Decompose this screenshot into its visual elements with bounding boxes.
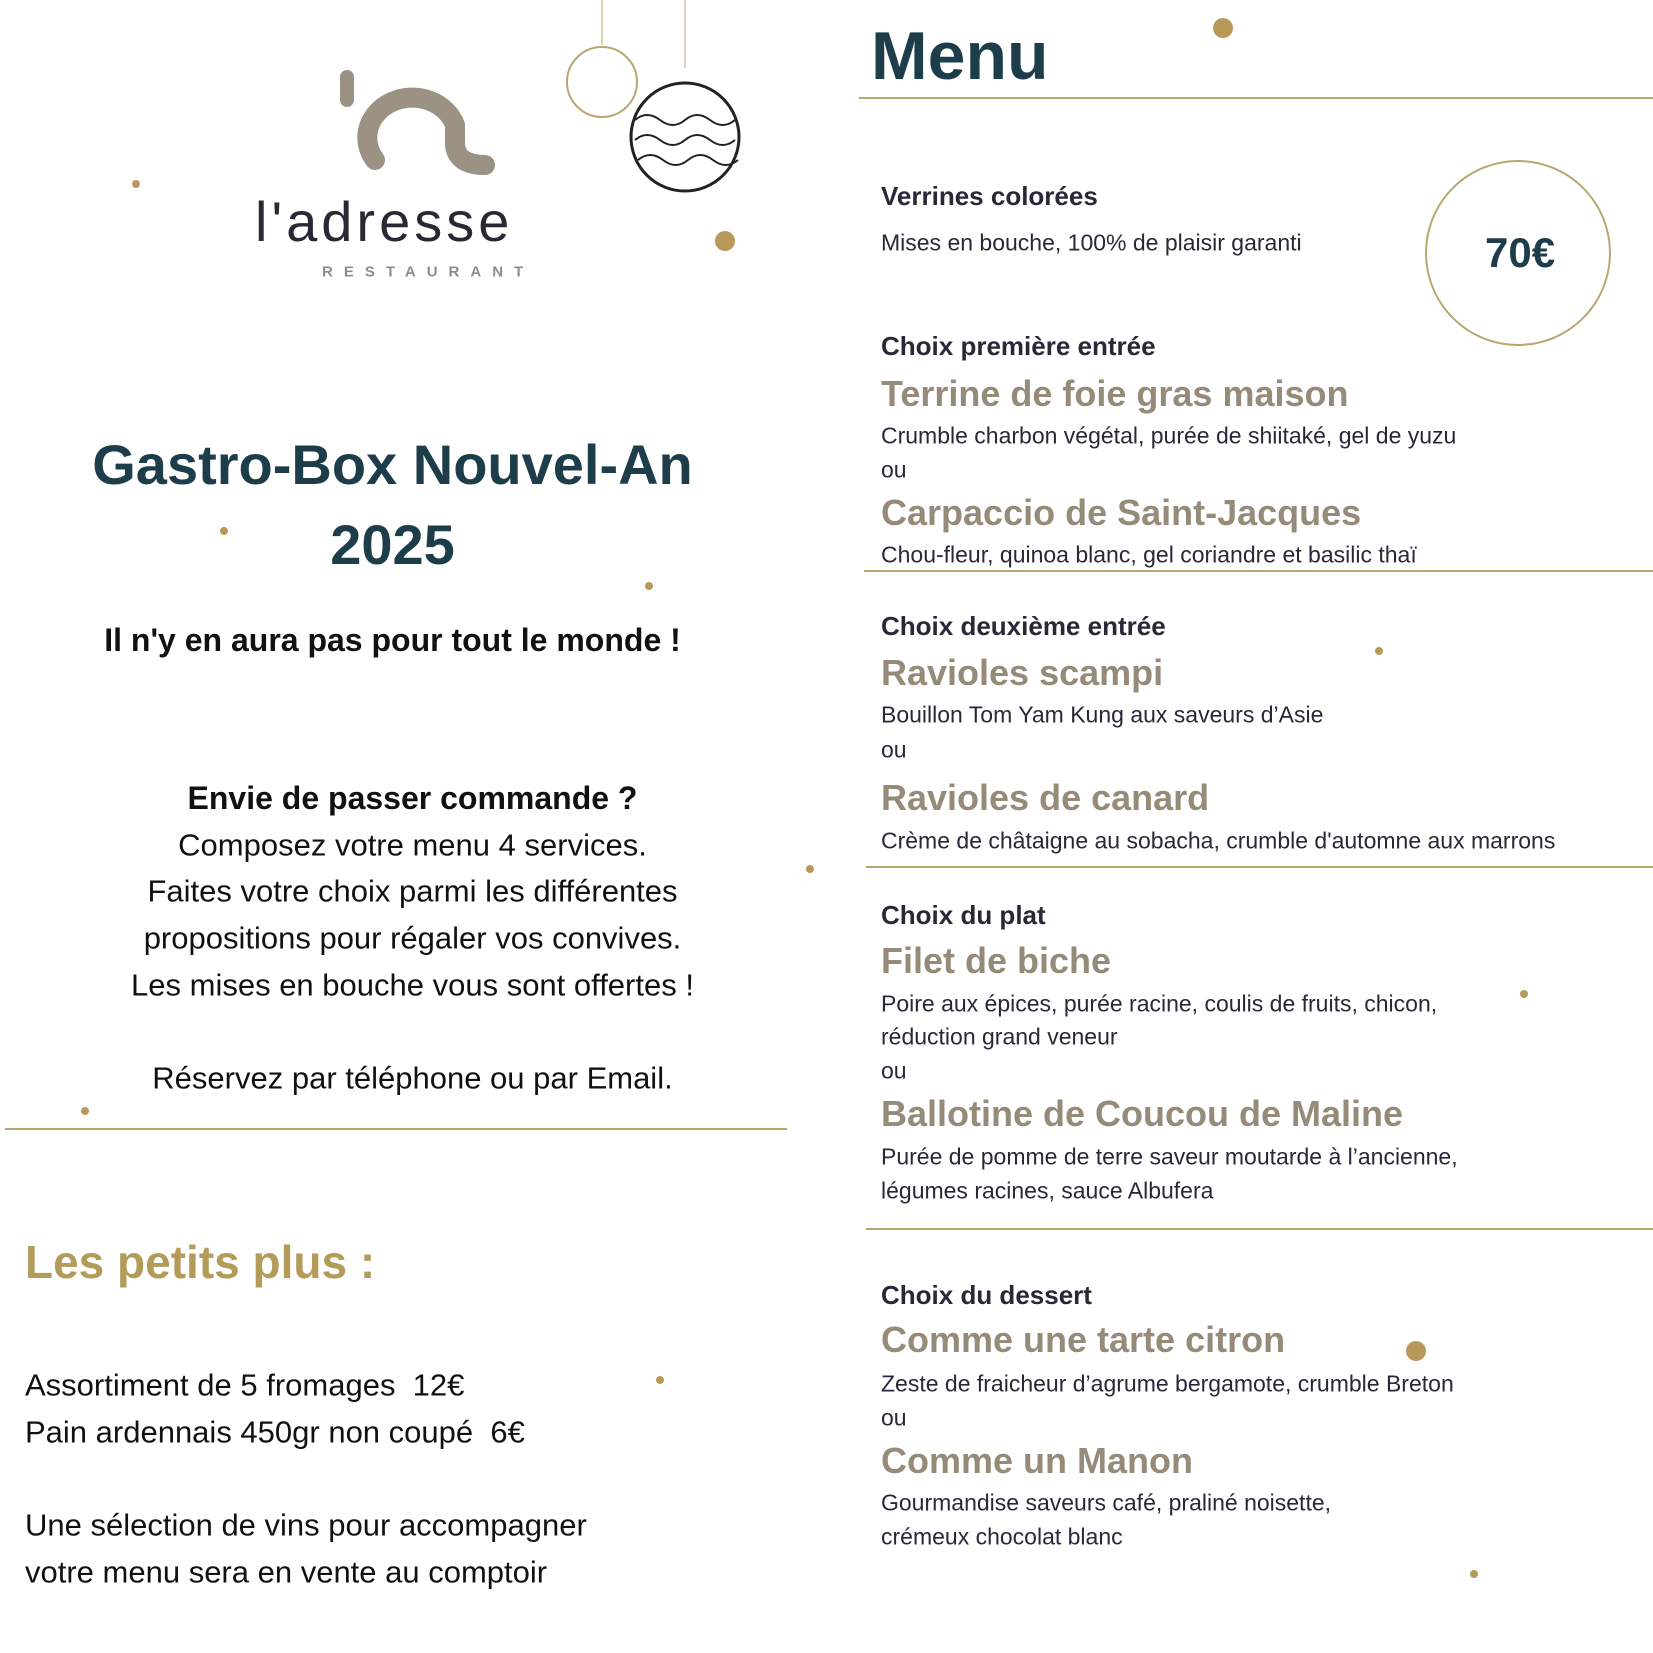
dish-name: Ravioles scampi — [881, 652, 1164, 693]
firework-ray — [158, 221, 167, 290]
firework-ray — [406, 1243, 475, 1252]
tagline: Il n'y en aura pas pour tout le monde ! — [104, 622, 681, 658]
divider — [5, 1128, 787, 1130]
firework-ray — [1433, 110, 1502, 150]
ornament-icon — [560, 0, 750, 200]
price: 70€ — [1485, 229, 1556, 276]
decor-dot — [1470, 1570, 1478, 1578]
dish-name: Carpaccio de Saint-Jacques — [881, 492, 1362, 533]
decor-dot — [1520, 990, 1528, 998]
dish-name: Comme une tarte citron — [881, 1319, 1286, 1360]
firework-ray — [1530, 22, 1565, 83]
firework-ray — [483, 1275, 492, 1344]
firework-ray — [98, 324, 140, 366]
dish-description: Zeste de fraicheur d’agrume bergamote, crumble Breton — [881, 1370, 1454, 1397]
dish-description: Purée de pomme de terre saveur moutarde à l’ancienne, — [881, 1143, 1458, 1170]
divider — [866, 866, 1653, 868]
divider — [864, 570, 1653, 572]
firework-ray — [1537, 110, 1598, 145]
firework-ray — [143, 330, 152, 399]
dish-description: Mises en bouche, 100% de plaisir garanti — [881, 229, 1302, 256]
dish-description: réduction grand veneur — [881, 1023, 1118, 1050]
order-line: Faites votre choix parmi les différentes — [147, 873, 678, 909]
extras-item: Pain ardennais 450gr non coupé 6€ — [25, 1414, 525, 1450]
or-label: ou — [881, 456, 907, 483]
divider — [866, 1228, 1653, 1230]
firework-ray — [68, 315, 136, 333]
firework-ray — [165, 232, 200, 293]
firework-ray — [408, 1260, 476, 1278]
firework-ray — [1463, 43, 1505, 85]
decor-dot — [645, 582, 653, 590]
firework-ray — [77, 265, 138, 300]
firework-ray — [169, 253, 211, 295]
section-heading: Choix du plat — [881, 900, 1046, 930]
logo-brand: l'adresse — [255, 190, 514, 253]
firework-ray — [160, 329, 178, 397]
order-line: Les mises en bouche vous sont offertes ! — [131, 967, 694, 1003]
firework-ray — [1539, 77, 1607, 95]
order-heading: Envie de passer commande ? — [187, 780, 638, 816]
firework-ray — [512, 1265, 573, 1300]
dish-name: Ballotine de Coucou de Maline — [881, 1093, 1404, 1134]
dish-description: Gourmandise saveurs café, praliné noisette, — [881, 1489, 1332, 1516]
firework-ray — [174, 287, 242, 305]
firework-ray — [172, 260, 241, 300]
dish-description: Crème de châtaigne au sobacha, crumble d'automne aux marrons — [881, 827, 1556, 854]
extras-heading: Les petits plus : — [25, 1236, 376, 1288]
firework-ray — [110, 327, 145, 388]
firework-ray — [514, 1232, 582, 1250]
decor-dot — [656, 1376, 664, 1384]
wine-line: votre menu sera en vente au comptoir — [25, 1554, 548, 1590]
section-heading: Choix première entrée — [881, 331, 1156, 361]
firework-ray — [408, 1265, 477, 1305]
dish-description: légumes racines, sauce Albufera — [881, 1177, 1214, 1204]
firework-ray — [472, 1168, 490, 1236]
firework-ray — [438, 1269, 480, 1311]
reserve-text: Réservez par téléphone ou par Email. — [152, 1060, 673, 1096]
firework-ray — [1537, 50, 1606, 90]
or-label: ou — [881, 736, 907, 763]
firework-ray — [512, 1205, 581, 1245]
decor-dot — [81, 1107, 89, 1115]
dish-name: Comme un Manon — [881, 1440, 1193, 1481]
decor-dot — [1375, 647, 1383, 655]
or-label: ou — [881, 1057, 907, 1084]
firework-ray — [505, 1177, 540, 1238]
decor-dot — [806, 865, 814, 873]
dish-description: Crumble charbon végétal, purée de shiitaké, gel de yuzu — [881, 422, 1457, 449]
firework-ray — [509, 1198, 551, 1240]
page-title-line2: 2025 — [330, 513, 455, 576]
menu-title: Menu — [871, 18, 1049, 94]
firework-ray — [165, 327, 205, 396]
firework-ray — [1433, 105, 1501, 123]
decor-dot — [1213, 18, 1233, 38]
firework-ray — [1442, 55, 1503, 90]
firework-ray — [66, 298, 135, 307]
decor-dot — [715, 231, 735, 251]
firework-ray — [105, 223, 145, 292]
decor-dot — [132, 180, 140, 188]
dish-name: Ravioles de canard — [881, 777, 1210, 818]
firework-ray — [498, 1166, 507, 1235]
dish-name: Terrine de foie gras maison — [881, 373, 1349, 414]
firework-ray — [68, 320, 137, 360]
dish-description: Poire aux épices, purée racine, coulis de fruits, chicon, — [881, 990, 1438, 1017]
firework-ray — [1463, 114, 1505, 156]
order-line: Composez votre menu 4 services. — [178, 827, 647, 863]
section-heading: Choix deuxième entrée — [881, 611, 1166, 641]
firework-ray — [169, 324, 211, 366]
firework-ray — [1534, 43, 1576, 85]
firework-ray — [509, 1269, 551, 1311]
firework-ray — [172, 320, 233, 355]
dish-description: Bouillon Tom Yam Kung aux saveurs d’Asie — [881, 701, 1324, 728]
order-line: propositions pour régaler vos convives. — [143, 920, 682, 956]
section-heading: Verrines colorées — [881, 181, 1098, 211]
extras-item: Assortiment de 5 fromages 12€ — [25, 1367, 465, 1403]
section-heading: Choix du dessert — [881, 1280, 1092, 1310]
dish-description: Chou-fleur, quinoa blanc, gel coriandre et basilic thaï — [881, 541, 1417, 568]
firework-ray — [175, 313, 244, 322]
wine-line: Une sélection de vins pour accompagner — [25, 1507, 587, 1543]
dish-description: crémeux chocolat blanc — [881, 1523, 1123, 1550]
firework-ray — [515, 1258, 584, 1267]
firework-ray — [500, 1274, 518, 1342]
firework-ray — [1497, 13, 1515, 81]
firework-ray — [445, 1168, 485, 1237]
dish-name: Filet de biche — [881, 940, 1112, 981]
logo-subtitle: RESTAURANT — [322, 263, 535, 281]
divider — [859, 97, 1653, 99]
firework-ray — [1470, 13, 1510, 82]
firework-ray — [1523, 11, 1532, 80]
firework-ray — [505, 1272, 545, 1341]
firework-ray — [450, 1272, 485, 1333]
firework-ray — [1540, 103, 1609, 112]
or-label: ou — [881, 1404, 907, 1431]
firework-ray — [1534, 114, 1576, 156]
firework-ray — [417, 1210, 478, 1245]
page-title-line1: Gastro-Box Nouvel-An — [92, 433, 693, 496]
logo-mark-icon — [335, 65, 505, 185]
firework-ray — [132, 223, 150, 291]
firework-ray — [438, 1198, 480, 1240]
decor-dot — [1406, 1341, 1426, 1361]
firework-ray — [98, 253, 140, 295]
